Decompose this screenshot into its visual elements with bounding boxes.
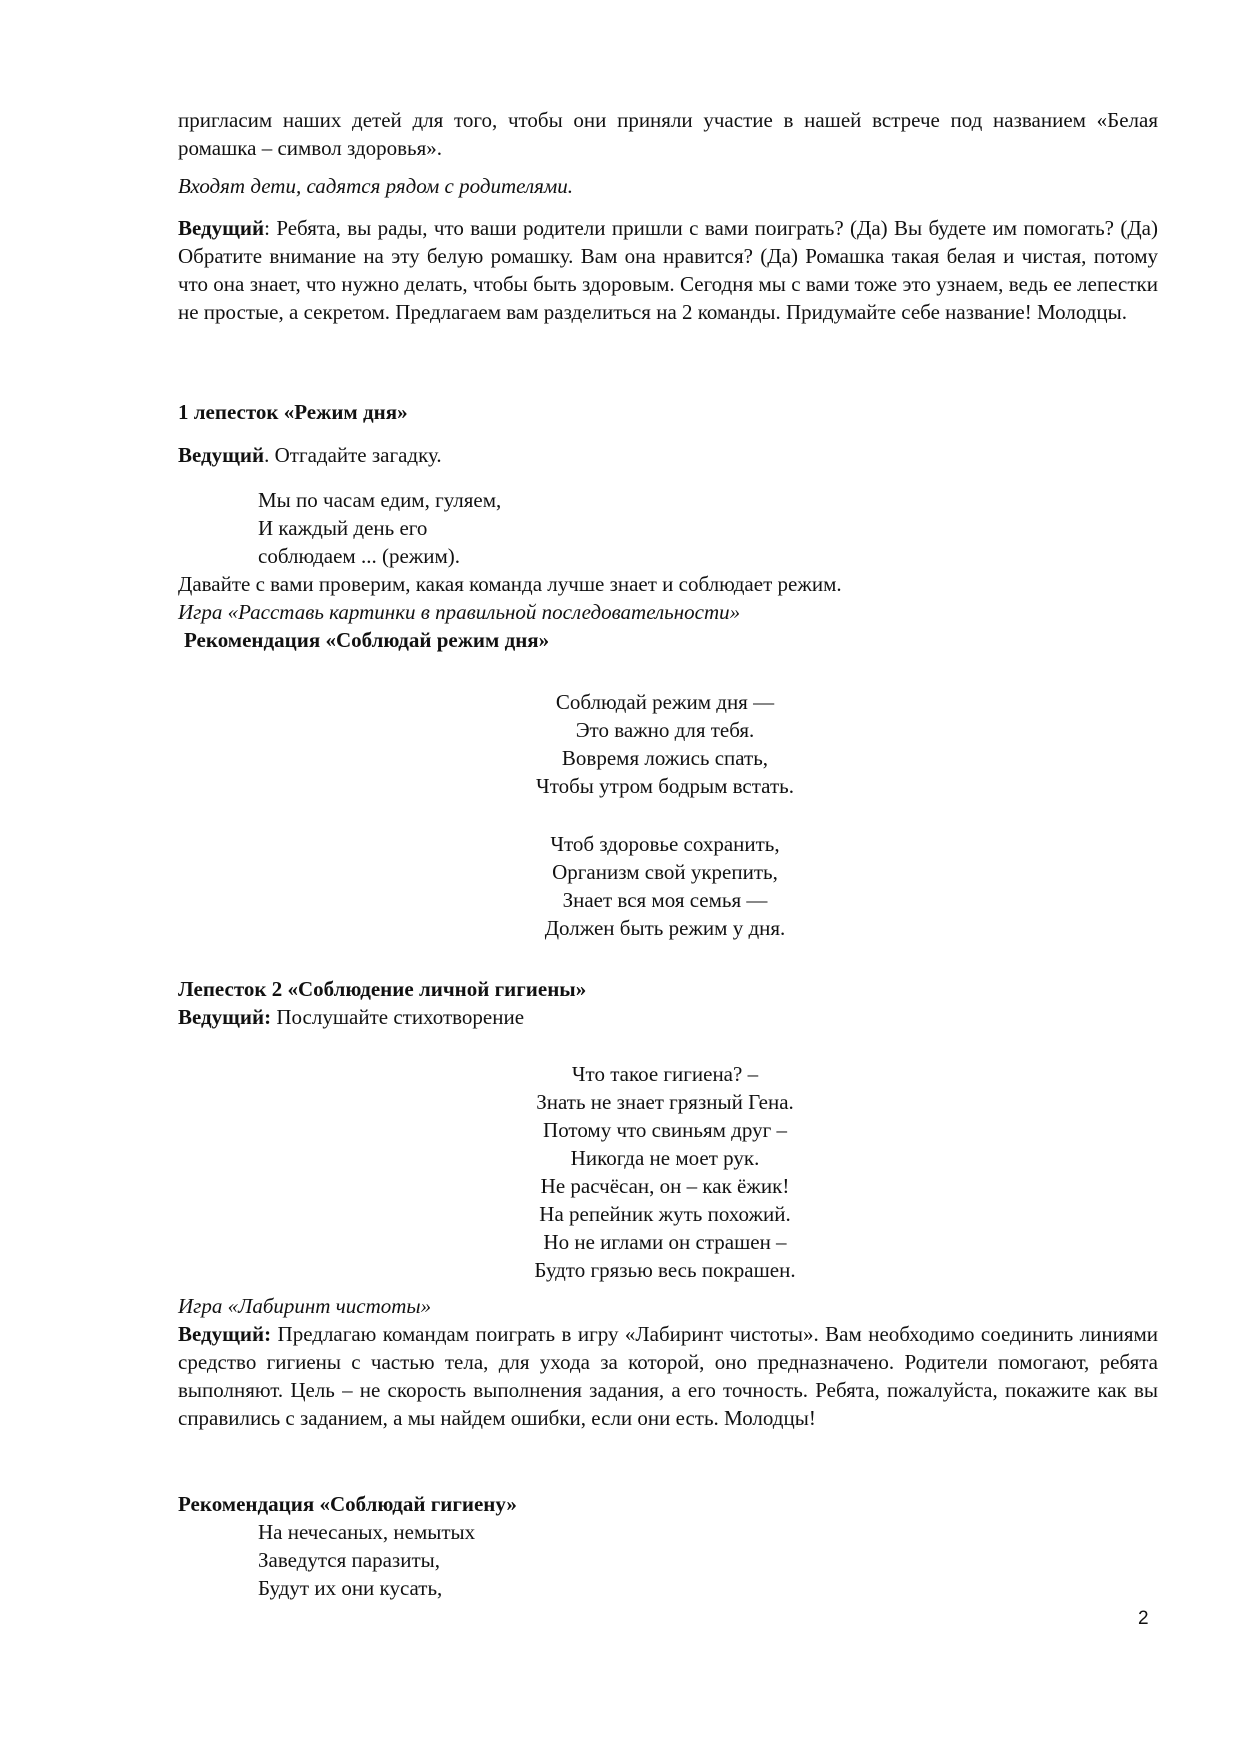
poem-line: Будут их они кусать, [258, 1576, 443, 1600]
poem-line: Потому что свиньям друг – [543, 1118, 787, 1142]
hygiene-poem [430, 1060, 900, 1284]
poem-line: Соблюдай режим дня — [555, 690, 775, 714]
intro-paragraph: пригласим наших детей для того, чтобы они приняли участие в нашей встрече под названием «Белая ромашка – символ здоровья». [178, 108, 1158, 160]
petal1-host-text: . Отгадайте загадку. [264, 443, 442, 467]
petal2-game-text: Предлагаю командам поиграть в игру «Лабиринт чистоты». Вам необходимо соединить линиями средство гигиены с частью тела, для ухода за которой, оно предназначено. Родители помогают, ребята выполняют. Цель – не скорость выполнения задания, а его точность. Ребята, пожалуйста, покажите как вы справились с заданием, а мы найдем ошибки, если они есть. Молодцы! [178, 1322, 1158, 1430]
riddle [258, 486, 858, 570]
host-intro-paragraph [178, 214, 1158, 326]
poem-line: На нечесаных, немытых [258, 1520, 476, 1544]
poem-line: Никогда не моет рук. [570, 1146, 760, 1170]
poem-line: Организм свой укрепить, [552, 860, 778, 884]
stage-direction: Входят дети, садятся рядом с родителями. [178, 174, 574, 198]
petal2-game-paragraph [178, 1320, 1158, 1432]
regime-poem-stanza-1 [430, 688, 900, 800]
speaker-label: Ведущий [178, 443, 265, 467]
poem-line: Заведутся паразиты, [258, 1548, 440, 1572]
poem-line: Что такое гигиена? – [571, 1062, 759, 1086]
poem-line: На репейник жуть похожий. [539, 1202, 791, 1226]
riddle-line: Мы по часам едим, гуляем, [258, 488, 502, 512]
petal1-game: Игра «Расставь картинки в правильной последовательности» [178, 600, 741, 624]
petal1-recommendation-heading: Рекомендация «Соблюдай режим дня» [184, 628, 550, 652]
hygiene-recommendation-poem [258, 1518, 858, 1602]
poem-line: Это важно для тебя. [575, 718, 755, 742]
poem-line: Но не иглами он страшен – [543, 1230, 787, 1254]
petal1-host-line [178, 441, 1158, 469]
poem-line: Должен быть режим у дня. [544, 916, 786, 940]
poem-line: Чтоб здоровье сохранить, [550, 832, 780, 856]
poem-line: Чтобы утром бодрым встать. [536, 774, 794, 798]
petal2-host-line [178, 1003, 1158, 1031]
petal2-heading: Лепесток 2 «Соблюдение личной гигиены» [178, 977, 587, 1001]
petal2-host-text: Послушайте стихотворение [271, 1005, 525, 1029]
host-intro-text: : Ребята, вы рады, что ваши родители пришли с вами поиграть? (Да) Вы будете им помогать? (Да) Обратите внимание на эту белую ромашку. Вам она нравится? (Да) Ромашка такая белая и чистая, потому что она знает, что нужно делать, чтобы быть здоровым. Сегодня мы с вами тоже это узнаем, ведь ее лепестки не простые, а секретом. Предлагаем вам разделиться на 2 команды. Придумайте себе название! Молодцы. [178, 216, 1158, 324]
poem-line: Знать не знает грязный Гена. [536, 1090, 794, 1114]
petal2-game: Игра «Лабиринт чистоты» [178, 1294, 432, 1318]
speaker-label: Ведущий: [178, 1322, 272, 1346]
speaker-label: Ведущий: [178, 1005, 272, 1029]
petal2-recommendation-heading: Рекомендация «Соблюдай гигиену» [178, 1492, 517, 1516]
riddle-line: И каждый день его [258, 516, 428, 540]
regime-poem-stanza-2 [430, 830, 900, 942]
petal1-heading: 1 лепесток «Режим дня» [178, 400, 408, 424]
speaker-label: Ведущий [178, 216, 265, 240]
page-number: 2 [1138, 1608, 1149, 1629]
riddle-line: соблюдаем ... (режим). [258, 544, 461, 568]
poem-line: Будто грязью весь покрашен. [534, 1258, 796, 1282]
petal1-check-line: Давайте с вами проверим, какая команда лучше знает и соблюдает режим. [178, 572, 842, 596]
poem-line: Не расчёсан, он – как ёжик! [540, 1174, 790, 1198]
poem-line: Вовремя ложись спать, [561, 746, 769, 770]
poem-line: Знает вся моя семья — [562, 888, 768, 912]
